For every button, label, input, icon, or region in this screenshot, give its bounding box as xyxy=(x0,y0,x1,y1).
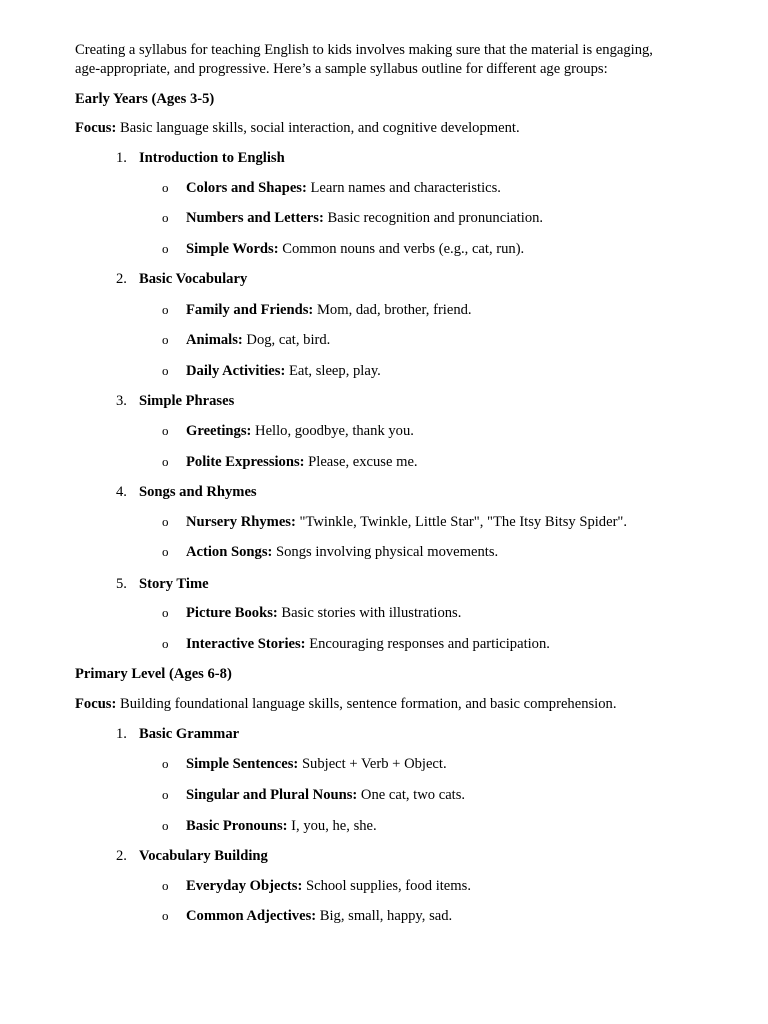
bullet-icon: o xyxy=(162,756,169,771)
focus-text: Basic language skills, social interaction, and cognitive development. xyxy=(116,120,520,136)
intro-paragraph: Creating a syllabus for teaching English to kids involves making sure that the material is engaging, age-appropriate, and progressive. Here’s a sample syllabus outline for different age groups: xyxy=(75,42,653,77)
focus-text: Building foundational language skills, sentence formation, and basic comprehension. xyxy=(116,696,617,712)
list-item-title: Simple Phrases xyxy=(139,393,235,409)
sub-item-label: Nursery Rhymes: xyxy=(186,514,296,530)
list-number: 2. xyxy=(116,271,127,287)
sub-item-text: School supplies, food items. xyxy=(302,878,471,894)
bullet-icon: o xyxy=(162,878,169,893)
sub-item-text: Hello, goodbye, thank you. xyxy=(251,423,414,439)
bullet-icon: o xyxy=(162,210,169,225)
sub-item-text: Big, small, happy, sad. xyxy=(316,908,453,924)
sub-item-label: Common Adjectives: xyxy=(186,908,317,924)
list-number: 4. xyxy=(116,484,127,500)
list-item-title: Songs and Rhymes xyxy=(139,484,257,500)
sub-item-label: Singular and Plural Nouns: xyxy=(186,787,358,803)
focus-label: Focus: xyxy=(75,120,117,136)
sub-item-label: Action Songs: xyxy=(186,544,273,560)
bullet-icon: o xyxy=(162,605,169,620)
sub-item-text: I, you, he, she. xyxy=(287,818,377,834)
sub-item-text: Songs involving physical movements. xyxy=(272,544,499,560)
list-number: 1. xyxy=(116,150,127,166)
sub-item-label: Basic Pronouns: xyxy=(186,818,288,834)
bullet-icon: o xyxy=(162,302,169,317)
focus-line xyxy=(75,119,520,137)
bullet-icon: o xyxy=(162,908,169,923)
bullet-icon: o xyxy=(162,514,169,529)
sub-item-label: Simple Words: xyxy=(186,241,279,257)
sub-item-label: Animals: xyxy=(186,332,243,348)
focus-label: Focus: xyxy=(75,696,117,712)
bullet-icon: o xyxy=(162,332,169,347)
sub-item-text: Subject + Verb + Object. xyxy=(298,756,447,772)
bullet-icon: o xyxy=(162,454,169,469)
focus-line xyxy=(75,695,616,713)
sub-item-label: Polite Expressions: xyxy=(186,454,305,470)
sub-item-text: Dog, cat, bird. xyxy=(242,332,331,348)
bullet-icon: o xyxy=(162,544,169,559)
bullet-icon: o xyxy=(162,787,169,802)
list-item-title: Story Time xyxy=(139,576,209,592)
sub-item-label: Picture Books: xyxy=(186,605,278,621)
sub-item-text: Basic stories with illustrations. xyxy=(277,605,462,621)
list-item-title: Basic Grammar xyxy=(139,726,240,742)
sub-item-label: Family and Friends: xyxy=(186,302,314,318)
section-heading: Primary Level (Ages 6-8) xyxy=(75,666,232,682)
list-item-title: Introduction to English xyxy=(139,150,285,166)
section-heading: Early Years (Ages 3-5) xyxy=(75,91,215,107)
sub-item-text: Basic recognition and pronunciation. xyxy=(323,210,544,226)
sub-item-label: Colors and Shapes: xyxy=(186,180,307,196)
bullet-icon: o xyxy=(162,180,169,195)
sub-item-label: Greetings: xyxy=(186,423,252,439)
sub-item-label: Numbers and Letters: xyxy=(186,210,324,226)
list-number: 3. xyxy=(116,393,127,409)
sub-item-label: Interactive Stories: xyxy=(186,636,306,652)
sub-item-text: Eat, sleep, play. xyxy=(285,363,381,379)
list-item-title: Vocabulary Building xyxy=(139,848,268,864)
list-number: 5. xyxy=(116,576,127,592)
bullet-icon: o xyxy=(162,636,169,651)
sub-item-label: Simple Sentences: xyxy=(186,756,299,772)
sub-item-text: Please, excuse me. xyxy=(304,454,418,470)
sub-item-text: One cat, two cats. xyxy=(357,787,466,803)
bullet-icon: o xyxy=(162,818,169,833)
list-item-title: Basic Vocabulary xyxy=(139,271,248,287)
sub-item-label: Daily Activities: xyxy=(186,363,286,379)
sub-item-text: Learn names and characteristics. xyxy=(306,180,501,196)
sub-item-text: Encouraging responses and participation. xyxy=(305,636,550,652)
sub-item-text: "Twinkle, Twinkle, Little Star", "The Itsy Bitsy Spider". xyxy=(295,514,628,530)
sub-item-label: Everyday Objects: xyxy=(186,878,303,894)
sub-item-text: Common nouns and verbs (e.g., cat, run). xyxy=(278,241,525,257)
list-number: 2. xyxy=(116,848,127,864)
bullet-icon: o xyxy=(162,241,169,256)
bullet-icon: o xyxy=(162,363,169,378)
sub-item-text: Mom, dad, brother, friend. xyxy=(313,302,472,318)
bullet-icon: o xyxy=(162,423,169,438)
list-number: 1. xyxy=(116,726,127,742)
